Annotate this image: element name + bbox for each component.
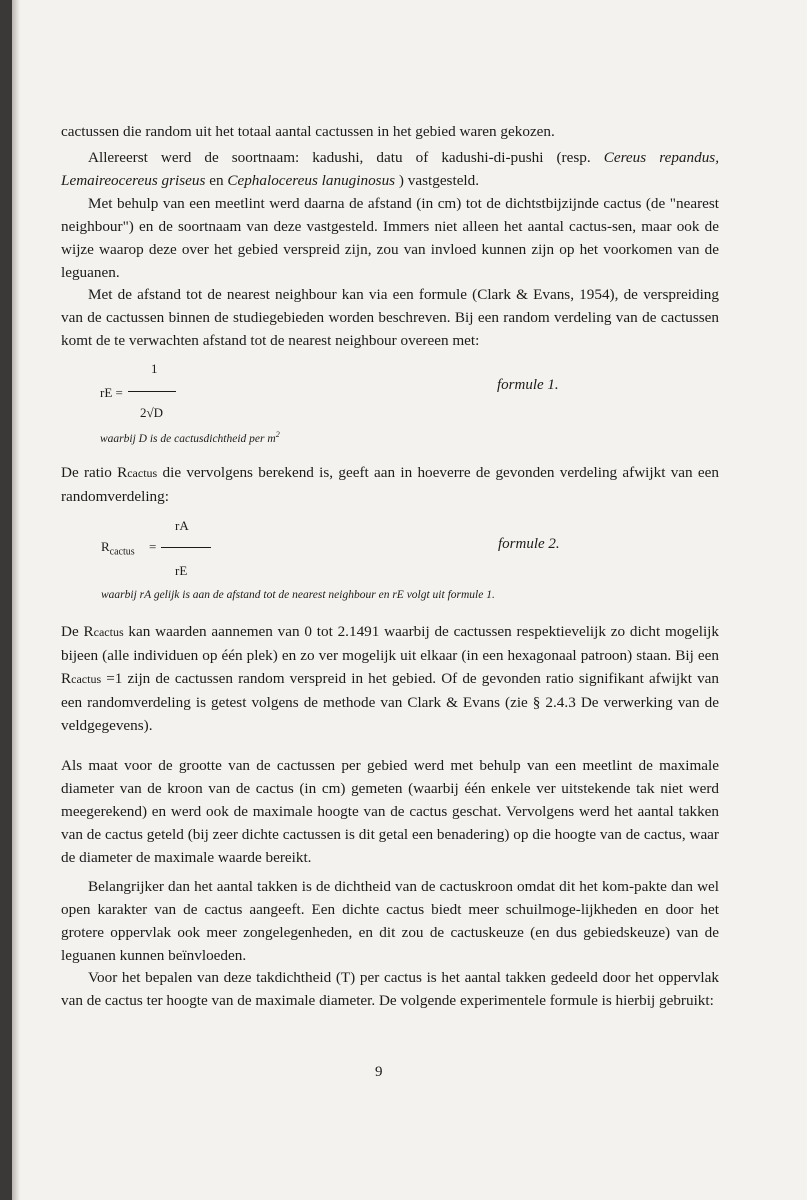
p2-species-2: Lemaireocereus griseus <box>61 172 206 189</box>
formula1-fraction-bar <box>128 391 176 392</box>
paragraph-6 <box>61 620 719 737</box>
paragraph-4: Met de afstand tot de nearest neighbour kan via een formule (Clark & Evans, 1954), de verspreiding van de cactussen binnen de studiegebieden worden beschreven. Bij een random verdeling van de cactussen komt de te verwachten afstand tot de nearest neighbour overeen met: <box>61 286 719 349</box>
formula2-note: waarbij rA gelijk is aan de afstand tot de nearest neighbour en rE volgt uit formule 1. <box>101 589 495 601</box>
p2-text-d: en <box>209 172 224 189</box>
formula2-lhs: $R_{cactus}$ <box>101 539 135 558</box>
formula2-numerator: rA <box>175 518 189 533</box>
paragraph-8: Belangrijker dan het aantal takken is de dichtheid van de cactuskroon omdat dit het kom-pakte dan wel open karakter van de cactus aangeeft. Een dichte cactus biedt meer schuilmoge-lijkheden en door het grotere oppervlak ook meer zongelegenheden, en dit zou de cactuskeuze (en dus gebiedskeuze) van de leguanen kunnen beïnvloeden. <box>61 878 719 964</box>
paragraph-2 <box>61 146 719 192</box>
p6-text-c: =1 zijn de cactussen random verspreid in het gebied. Of de gevonden ratio signifikant afwijkt van een randomverdeling is getest volgens de methode van Clark & Evans (zie § 2.4.3 De verwerking van de veldgegevens). <box>61 670 719 734</box>
document-page <box>12 0 807 1200</box>
p5-text-a: De ratio R <box>61 464 128 481</box>
paragraph-9: Voor het bepalen van deze takdichtheid (T) per cactus is het aantal takken gedeeld door het oppervlak van de cactus ter hoogte van de maximale diameter. De volgende experimentele formule is hierbij gebruikt: <box>61 969 719 1009</box>
p6-text-a: De R <box>61 623 94 640</box>
p5-subscript: cactus <box>127 466 158 480</box>
paragraph-3: Met behulp van een meetlint werd daarna de afstand (in cm) tot de dichtstbijzijnde cactus (de "nearest neighbour") en de soortnaam van deze vastgesteld. Immers niet alleen het aantal cactus-sen, maar ook de wijze waarop deze over het gebied verspreid zijn, zou van invloed kunnen zijn op het voorkomen van de leguanen. <box>61 195 719 281</box>
formula2-denominator: rE <box>175 563 188 578</box>
p2-text-a: Allereerst werd de soortnaam: kadushi, datu of kadushi-di-pushi (resp. <box>88 149 591 166</box>
formula1-note: waarbij D is de cactusdichtheid per $m^2$ <box>100 430 280 445</box>
formula1-lhs: rE = <box>100 385 123 400</box>
formula1-denominator: 2√D <box>140 405 164 420</box>
p6-text-b: kan waarden aannemen van 0 tot 2.1491 waarbij de cactussen respektievelijk zo dicht mogelijk bijeen (alle individuen op één plek) en zo ver mogelijk uit elkaar (in een hexagonaal patroon) staan. Bij een R <box>61 623 720 687</box>
paragraph-7: Als maat voor de grootte van de cactussen per gebied werd met behulp van een meetlint de maximale diameter van de kroon van de cactus (in cm) gemeten (waarbij één enkele ver uitstekende tak niet werd meegerekend) en werd ook de maximale hoogte van de cactus geschat. Vervolgens werd het aantal takken van de cactus geteld (bij zeer dichte cactussen is dit getal een benadering) op die hoogte van de cactus, waar de diameter de maximale waarde bereikt. <box>61 757 719 866</box>
formula2-fraction-bar <box>161 547 211 548</box>
p2-text-f: ) vastgesteld. <box>398 172 480 189</box>
p2-species-1: Cereus repandus, <box>603 149 719 166</box>
p6-subscript-2: cactus <box>71 672 102 686</box>
formula2-label: formule 2. <box>498 536 560 552</box>
paragraph-5 <box>61 461 719 508</box>
formula2-equals: = <box>149 539 157 554</box>
p2-species-3: Cephalocereus lanuginosus <box>227 172 396 189</box>
page-number: 9 <box>375 1064 383 1080</box>
formula1-label: formule 1. <box>497 377 559 393</box>
p6-subscript-1: cactus <box>93 625 124 639</box>
paragraph-1: cactussen die random uit het totaal aantal cactussen in het gebied waren gekozen. <box>61 123 555 140</box>
formula1-numerator: 1 <box>151 361 158 376</box>
p5-text-b: die vervolgens berekend is, geeft aan in hoeverre de gevonden verdeling afwijkt van een randomverdeling: <box>61 464 719 505</box>
